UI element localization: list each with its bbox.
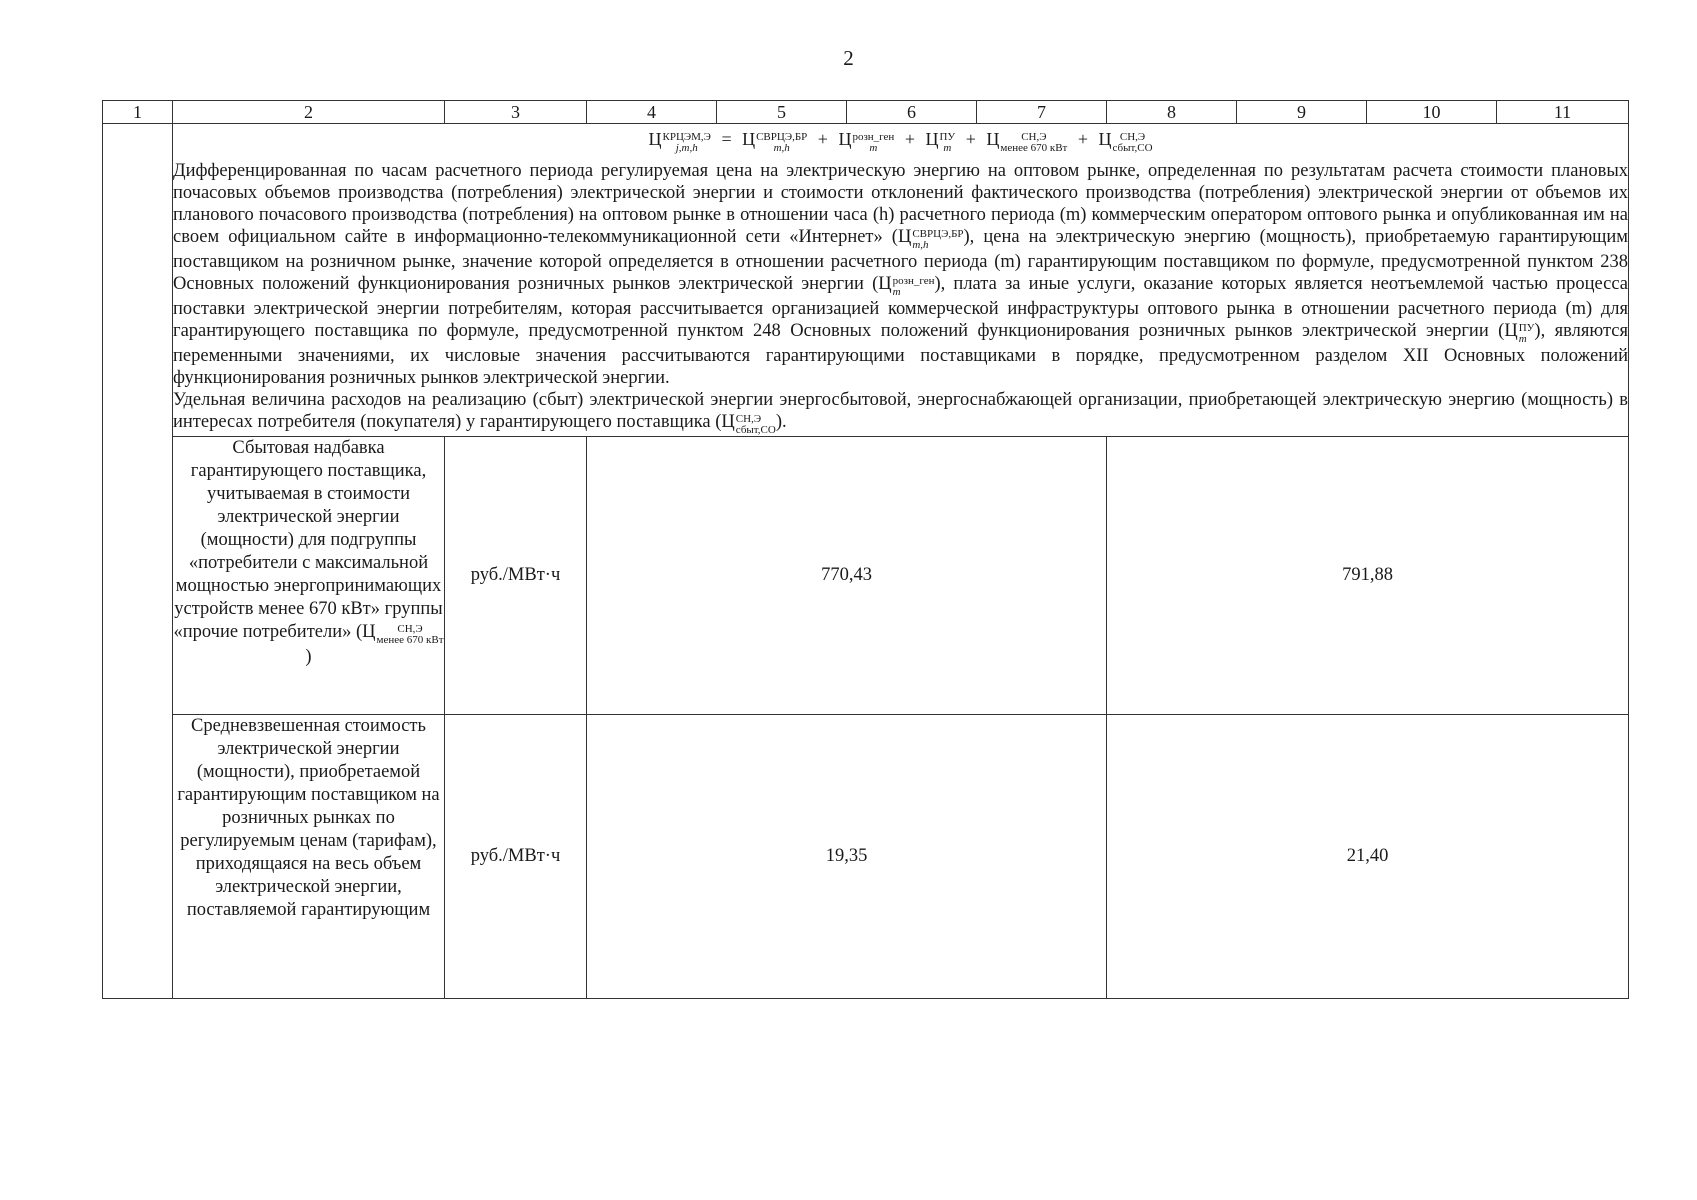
- column-number: 2: [173, 101, 445, 124]
- page-number: 2: [843, 46, 854, 70]
- column-number: 4: [587, 101, 717, 124]
- column-number-row: [103, 101, 1629, 124]
- tariff-table: [102, 100, 1629, 999]
- price-formula: Ц КРЦЭМ,Э j,m,h = Ц СВРЦЭ,БР m,h + Ц розн_ген m + Ц ПУ m + Ц СН,Э менее 670 кВт + Ц СН,Э сбыт,СО: [648, 129, 1153, 154]
- column-number: 6: [847, 101, 977, 124]
- formula-cell: [173, 124, 1629, 437]
- column-number: 3: [445, 101, 587, 124]
- table-row: [103, 437, 1629, 715]
- column-number: 5: [717, 101, 847, 124]
- formula-row: [103, 124, 1629, 437]
- column-number: 11: [1497, 101, 1629, 124]
- column-number: 1: [103, 101, 173, 124]
- value-cell: 21,40: [1107, 715, 1629, 999]
- row-label: Сбытовая надбавка гарантирующего поставщика, учитываемая в стоимости электрической энергии (мощности) для подгруппы «потребители с максимальной мощностью энергопринимающих устройств менее 670 кВт» группы «прочие потребители» (Ц СН,Э менее 670 кВт ): [173, 437, 445, 715]
- column-number: 9: [1237, 101, 1367, 124]
- row-index-cell: [103, 124, 173, 999]
- value-cell: 770,43: [587, 437, 1107, 715]
- column-number: 7: [977, 101, 1107, 124]
- unit-cell: руб./МВт·ч: [445, 437, 587, 715]
- row-label: Средневзвешенная стоимость электрической энергии (мощности), приобретаемой гарантирующим поставщиком на розничных рынках по регулируемым ценам (тарифам), приходящаяся на весь объем электрической энергии, поставляемой гарантирующим: [173, 715, 445, 999]
- formula-description: Дифференцированная по часам расчетного периода регулируемая цена на электрическую энергию на оптовом рынке, определенная по результатам расчета стоимости плановых почасовых объемов производства (потребления) электрической энергии и стоимости отклонений фактического производства (потребления) электрической энергии от объемов их планового почасового производства (потребления) на оптовом рынке в отношении часа (h) расчетного периода (m) коммерческим оператором оптового рынка и опубликованная им на своем официальном сайте в информационно-телекоммуникационной сети «Интернет» (Ц СВРЦЭ,БР m,h ), цена на электрическую энергию (мощность), приобретаемую гарантирующим поставщиком на розничном рынке, значение которой определяется в отношении расчетного периода (m) гарантирующим поставщиком по формуле, предусмотренной пунктом 238 Основных положений функционирования розничных рынков электрической энергии (Ц розн_ген m ), плата за иные услуги, оказание которых является неотъемлемой частью процесса поставки электрической энергии потребителям, которая рассчитывается организацией коммерческой инфраструктуры оптового рынка в отношении расчетного периода (m) для гарантирующего поставщика по формуле, предусмотренной пунктом 248 Основных положений функционирования розничных рынков электрической энергии (Ц ПУ m ), являются переменными значениями, их числовые значения рассчитываются гарантирующими поставщиками в порядке, предусмотренном разделом XII Основных положений функционирования розничных рынков электрической энергии.: [173, 161, 1628, 388]
- table-row: [103, 715, 1629, 999]
- value-cell: 19,35: [587, 715, 1107, 999]
- column-number: 8: [1107, 101, 1237, 124]
- sales-cost-description: Удельная величина расходов на реализацию (сбыт) электрической энергии энергосбытовой, энергоснабжающей организации, приобретающей электрическую энергию (мощность) в интересах потребителя (покупателя) у гарантирующего поставщика (Ц СН,Э сбыт,СО ).: [173, 390, 1628, 436]
- value-cell: 791,88: [1107, 437, 1629, 715]
- column-number: 10: [1367, 101, 1497, 124]
- unit-cell: руб./МВт·ч: [445, 715, 587, 999]
